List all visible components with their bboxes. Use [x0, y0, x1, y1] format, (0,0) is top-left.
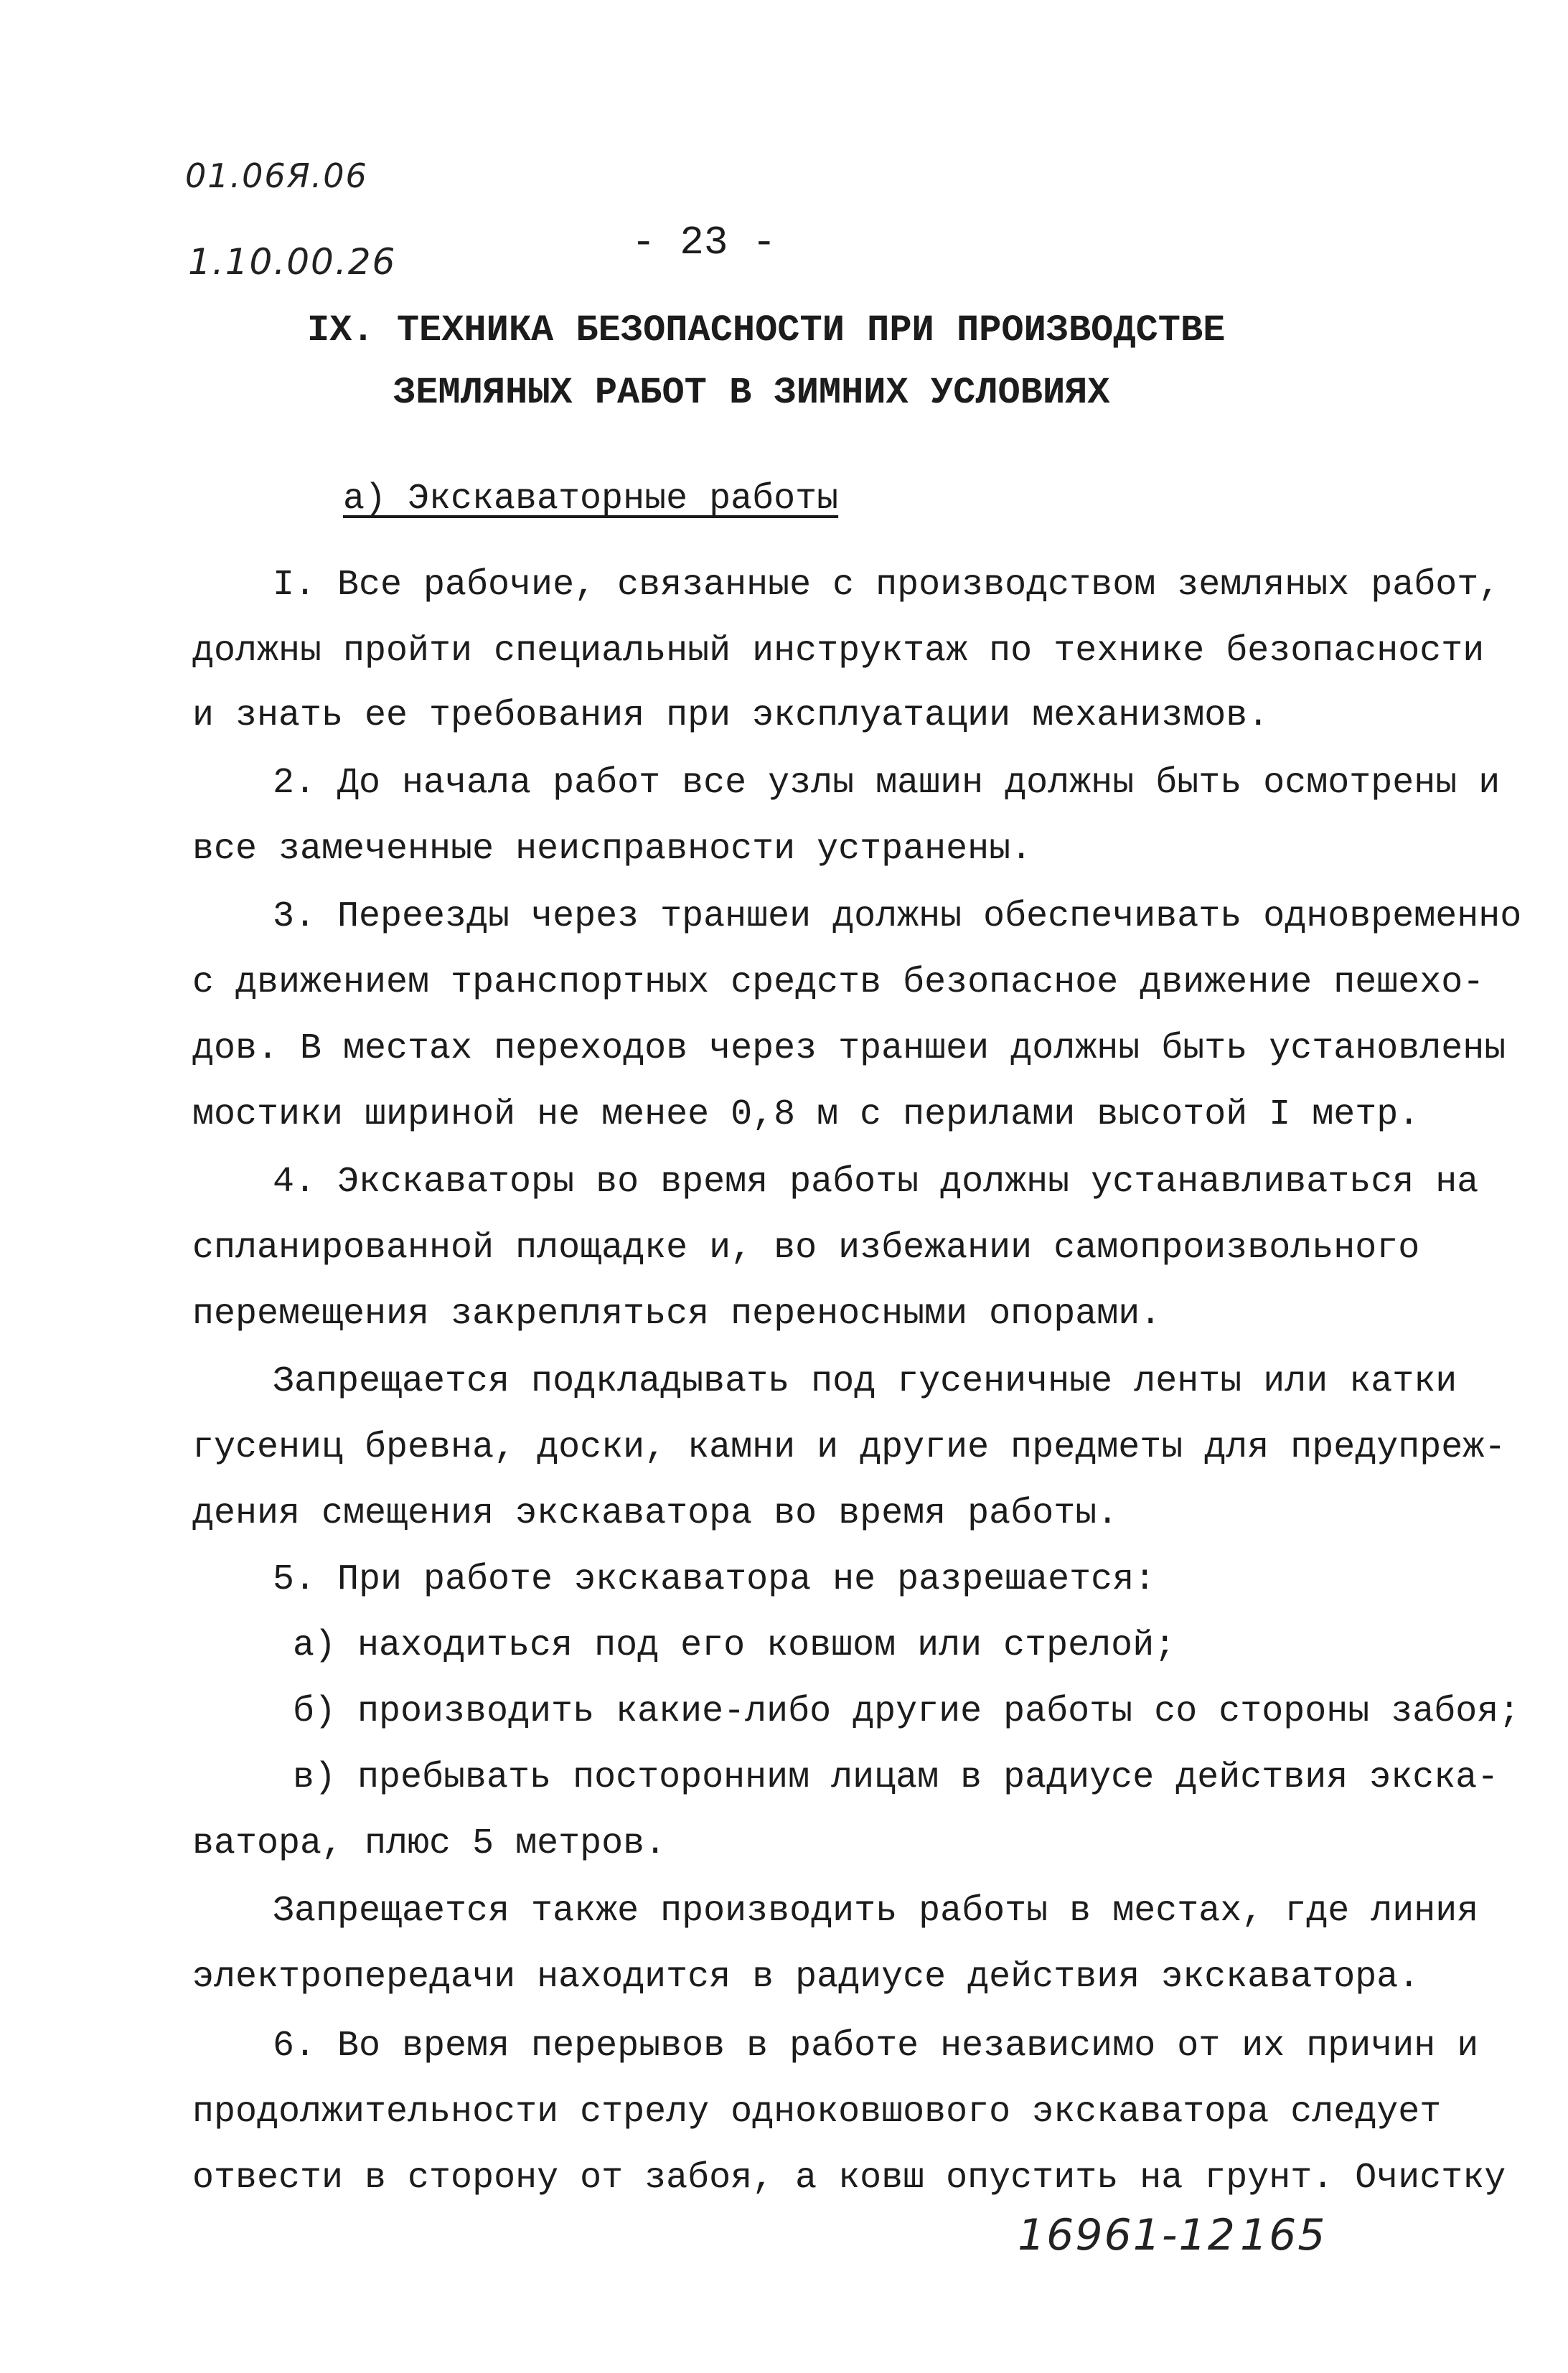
text-line: 3. Переезды через траншеи должны обеспечивать одновременно: [273, 896, 1522, 937]
text-line: продолжительности стрелу одноковшового экскаватора следует: [192, 2092, 1442, 2133]
sheet-number: 165: [1240, 2210, 1327, 2260]
text-line: 5. При работе экскаватора не разрешается:: [273, 1559, 1156, 1600]
text-line: спланированной площадке и, во избежании самопроизвольного: [192, 1228, 1420, 1269]
section-title-line-1: IX. ТЕХНИКА БЕЗОПАСНОСТИ ПРИ ПРОИЗВОДСТВЕ: [307, 309, 1226, 352]
text-line: а) находиться под его ковшом или стрелой;: [293, 1625, 1176, 1666]
text-line: мостики шириной не менее 0,8 м с перилами высотой I метр.: [192, 1094, 1420, 1135]
text-line: Запрещается подкладывать под гусеничные ленты или катки: [273, 1361, 1457, 1402]
document-code-bottom: 1.10.00.26: [188, 241, 397, 283]
text-line: отвести в сторону от забоя, а ковш опустить на грунт. Очистку: [192, 2158, 1506, 2199]
text-line: 4. Экскаваторы во время работы должны устанавливаться на: [273, 1162, 1479, 1203]
text-line: б) производить какие-либо другие работы со стороны забоя;: [293, 1691, 1521, 1732]
page-number: - 23 -: [632, 220, 776, 266]
text-line: все замеченные неисправности устранены.: [192, 829, 1033, 870]
text-line: в) пребывать посторонним лицам в радиусе действия экска-: [293, 1757, 1499, 1798]
text-line: дов. В местах переходов через траншеи должны быть установлены: [192, 1028, 1506, 1069]
text-line: дения смещения экскаватора во время работы.: [192, 1493, 1119, 1534]
text-line: гусениц бревна, доски, камни и другие предметы для предупреж-: [192, 1427, 1506, 1468]
section-title-line-2: ЗЕМЛЯНЫХ РАБОТ В ЗИМНИХ УСЛОВИЯХ: [393, 372, 1110, 414]
text-line: перемещения закрепляться переносными опорами.: [192, 1294, 1162, 1335]
document-number: 16961-12: [1018, 2210, 1236, 2260]
document-code-top: 01.06Я.06: [185, 156, 368, 195]
subsection-heading: а) Экскаваторные работы: [343, 479, 839, 520]
text-line: 2. До начала работ все узлы машин должны быть осмотрены и: [273, 763, 1501, 804]
text-line: электропередачи находится в радиусе действия экскаватора.: [192, 1957, 1420, 1998]
text-line: I. Все рабочие, связанные с производством земляных работ,: [273, 565, 1501, 606]
text-line: и знать ее требования при эксплуатации механизмов.: [192, 695, 1269, 736]
text-line: должны пройти специальный инструктаж по технике безопасности: [192, 631, 1485, 672]
text-line: 6. Во время перерывов в работе независимо от их причин и: [273, 2026, 1479, 2067]
text-line: Запрещается также производить работы в местах, где линия: [273, 1891, 1479, 1932]
text-line: с движением транспортных средств безопасное движение пешехо-: [192, 962, 1485, 1003]
text-line: ватора, плюс 5 метров.: [192, 1823, 667, 1864]
